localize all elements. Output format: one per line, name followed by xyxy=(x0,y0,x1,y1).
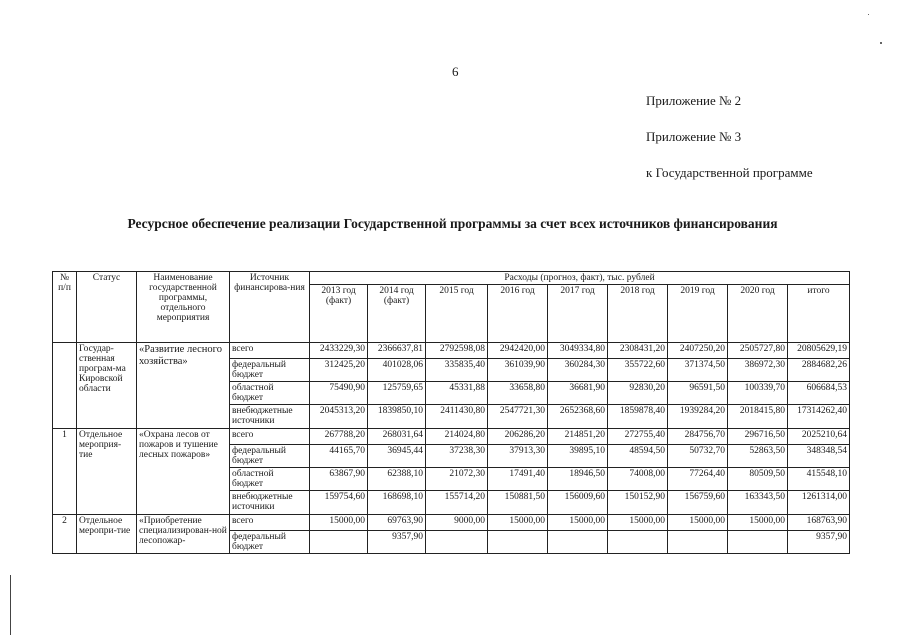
cell-value: 15000,00 xyxy=(728,515,788,531)
row-source: федеральный бюджет xyxy=(230,531,310,554)
cell-value: 2505727,80 xyxy=(728,343,788,359)
cell-value: 401028,06 xyxy=(368,359,426,382)
row-source: областной бюджет xyxy=(230,468,310,491)
cell-value: 150881,50 xyxy=(488,491,548,515)
cell-value: 355722,60 xyxy=(608,359,668,382)
cell-value: 44165,70 xyxy=(310,445,368,468)
appendix-line-1: Приложение № 2 xyxy=(646,93,742,108)
cell-value: 155714,20 xyxy=(426,491,488,515)
cell-value: 2045313,20 xyxy=(310,405,368,429)
cell-value xyxy=(426,531,488,554)
cell-value: 150152,90 xyxy=(608,491,668,515)
cell-value: 9000,00 xyxy=(426,515,488,531)
row-source: внебюджетные источники xyxy=(230,405,310,429)
header-year: 2014 год (факт) xyxy=(368,285,426,343)
cell-value: 272755,40 xyxy=(608,429,668,445)
cell-value: 267788,20 xyxy=(310,429,368,445)
header-year: 2017 год xyxy=(548,285,608,343)
cell-value: 75490,90 xyxy=(310,382,368,405)
cell-value xyxy=(728,531,788,554)
row-source: всего xyxy=(230,515,310,531)
header-year: 2015 год xyxy=(426,285,488,343)
cell-value: 2308431,20 xyxy=(608,343,668,359)
cell-value: 33658,80 xyxy=(488,382,548,405)
scan-edge-line xyxy=(10,575,11,635)
document-title: Ресурсное обеспечение реализации Государственной программы за счет всех источников финансирования xyxy=(127,216,778,231)
cell-value: 296716,50 xyxy=(728,429,788,445)
table-row xyxy=(53,343,850,359)
cell-value: 80509,50 xyxy=(728,468,788,491)
cell-value: 15000,00 xyxy=(608,515,668,531)
cell-value: 3049334,80 xyxy=(548,343,608,359)
cell-value: 1939284,20 xyxy=(668,405,728,429)
cell-total: 17314262,40 xyxy=(788,405,850,429)
row-source: всего xyxy=(230,429,310,445)
header-year: 2016 год xyxy=(488,285,548,343)
cell-value: 15000,00 xyxy=(548,515,608,531)
row-num: 1 xyxy=(53,429,77,515)
header-num: № п/п xyxy=(53,272,77,343)
cell-value: 50732,70 xyxy=(668,445,728,468)
cell-value: 100339,70 xyxy=(728,382,788,405)
header-name: Наименование государственной программы, отдельного мероприятия xyxy=(137,272,230,343)
cell-value: 21072,30 xyxy=(426,468,488,491)
row-status: Отдельное мероприя-тие xyxy=(77,429,137,515)
table-row xyxy=(53,429,850,445)
cell-value xyxy=(668,531,728,554)
header-total: итого xyxy=(788,285,850,343)
header-expenses: Расходы (прогноз, факт), тыс. рублей xyxy=(310,272,850,285)
header-year: 2013 год (факт) xyxy=(310,285,368,343)
cell-value: 36945,44 xyxy=(368,445,426,468)
cell-total: 9357,90 xyxy=(788,531,850,554)
table-row xyxy=(53,515,850,531)
appendix-line-3: к Государственной программе xyxy=(646,165,813,180)
cell-value: 284756,70 xyxy=(668,429,728,445)
cell-value: 386972,30 xyxy=(728,359,788,382)
row-num: 2 xyxy=(53,515,77,554)
cell-value: 17491,40 xyxy=(488,468,548,491)
cell-value: 2433229,30 xyxy=(310,343,368,359)
cell-total: 168763,90 xyxy=(788,515,850,531)
cell-total: 20805629,19 xyxy=(788,343,850,359)
header-year: 2019 год xyxy=(668,285,728,343)
row-name: «Развитие лесного хозяйства» xyxy=(137,343,230,429)
cell-value: 15000,00 xyxy=(668,515,728,531)
cell-value: 214851,20 xyxy=(548,429,608,445)
header-year: 2018 год xyxy=(608,285,668,343)
cell-value: 9357,90 xyxy=(368,531,426,554)
cell-value: 48594,50 xyxy=(608,445,668,468)
cell-value: 268031,64 xyxy=(368,429,426,445)
cell-value: 62388,10 xyxy=(368,468,426,491)
cell-value xyxy=(310,531,368,554)
cell-value: 2018415,80 xyxy=(728,405,788,429)
row-source: всего xyxy=(230,343,310,359)
cell-value: 37238,30 xyxy=(426,445,488,468)
budget-table xyxy=(52,271,850,554)
cell-value: 156759,60 xyxy=(668,491,728,515)
cell-value: 52863,50 xyxy=(728,445,788,468)
cell-total: 415548,10 xyxy=(788,468,850,491)
cell-value: 163343,50 xyxy=(728,491,788,515)
cell-value xyxy=(608,531,668,554)
cell-value: 1839850,10 xyxy=(368,405,426,429)
cell-value: 371374,50 xyxy=(668,359,728,382)
cell-value: 312425,20 xyxy=(310,359,368,382)
cell-value: 156009,60 xyxy=(548,491,608,515)
cell-value: 361039,90 xyxy=(488,359,548,382)
cell-value: 74008,00 xyxy=(608,468,668,491)
cell-value: 69763,90 xyxy=(368,515,426,531)
cell-value: 2547721,30 xyxy=(488,405,548,429)
cell-value: 1859878,40 xyxy=(608,405,668,429)
cell-value: 2366637,81 xyxy=(368,343,426,359)
cell-value: 15000,00 xyxy=(488,515,548,531)
cell-value: 96591,50 xyxy=(668,382,728,405)
page-number: 6 xyxy=(452,64,459,79)
cell-value: 15000,00 xyxy=(310,515,368,531)
cell-value: 37913,30 xyxy=(488,445,548,468)
cell-value: 2411430,80 xyxy=(426,405,488,429)
row-source: федеральный бюджет xyxy=(230,445,310,468)
cell-value: 159754,60 xyxy=(310,491,368,515)
header-status: Статус xyxy=(77,272,137,343)
cell-value: 2942420,00 xyxy=(488,343,548,359)
cell-total: 1261314,00 xyxy=(788,491,850,515)
cell-total: 606684,53 xyxy=(788,382,850,405)
row-status: Государ-ственная програм-ма Кировской области xyxy=(77,343,137,429)
cell-value: 2652368,60 xyxy=(548,405,608,429)
cell-value: 168698,10 xyxy=(368,491,426,515)
cell-total: 2884682,26 xyxy=(788,359,850,382)
row-source: областной бюджет xyxy=(230,382,310,405)
cell-value: 77264,40 xyxy=(668,468,728,491)
cell-value: 125759,65 xyxy=(368,382,426,405)
header-year: 2020 год xyxy=(728,285,788,343)
cell-value: 92830,20 xyxy=(608,382,668,405)
cell-value: 45331,88 xyxy=(426,382,488,405)
cell-value: 214024,80 xyxy=(426,429,488,445)
cell-value: 18946,50 xyxy=(548,468,608,491)
row-name: «Приобретение специализирован-ной лесопожар- xyxy=(137,515,230,554)
cell-total: 348348,54 xyxy=(788,445,850,468)
scan-speck xyxy=(880,42,882,44)
cell-value: 39895,10 xyxy=(548,445,608,468)
cell-value: 36681,90 xyxy=(548,382,608,405)
cell-total: 2025210,64 xyxy=(788,429,850,445)
row-source: федеральный бюджет xyxy=(230,359,310,382)
row-name: «Охрана лесов от пожаров и тушение лесных пожаров» xyxy=(137,429,230,515)
row-num xyxy=(53,343,77,429)
cell-value xyxy=(548,531,608,554)
cell-value: 206286,20 xyxy=(488,429,548,445)
row-source: внебюджетные источники xyxy=(230,491,310,515)
row-status: Отдельное меропри-тие xyxy=(77,515,137,554)
cell-value: 360284,30 xyxy=(548,359,608,382)
header-source: Источник финансирова-ния xyxy=(230,272,310,343)
cell-value xyxy=(488,531,548,554)
appendix-line-2: Приложение № 3 xyxy=(646,129,742,144)
cell-value: 2407250,20 xyxy=(668,343,728,359)
cell-value: 63867,90 xyxy=(310,468,368,491)
scan-speck xyxy=(868,14,869,15)
cell-value: 2792598,08 xyxy=(426,343,488,359)
cell-value: 335835,40 xyxy=(426,359,488,382)
